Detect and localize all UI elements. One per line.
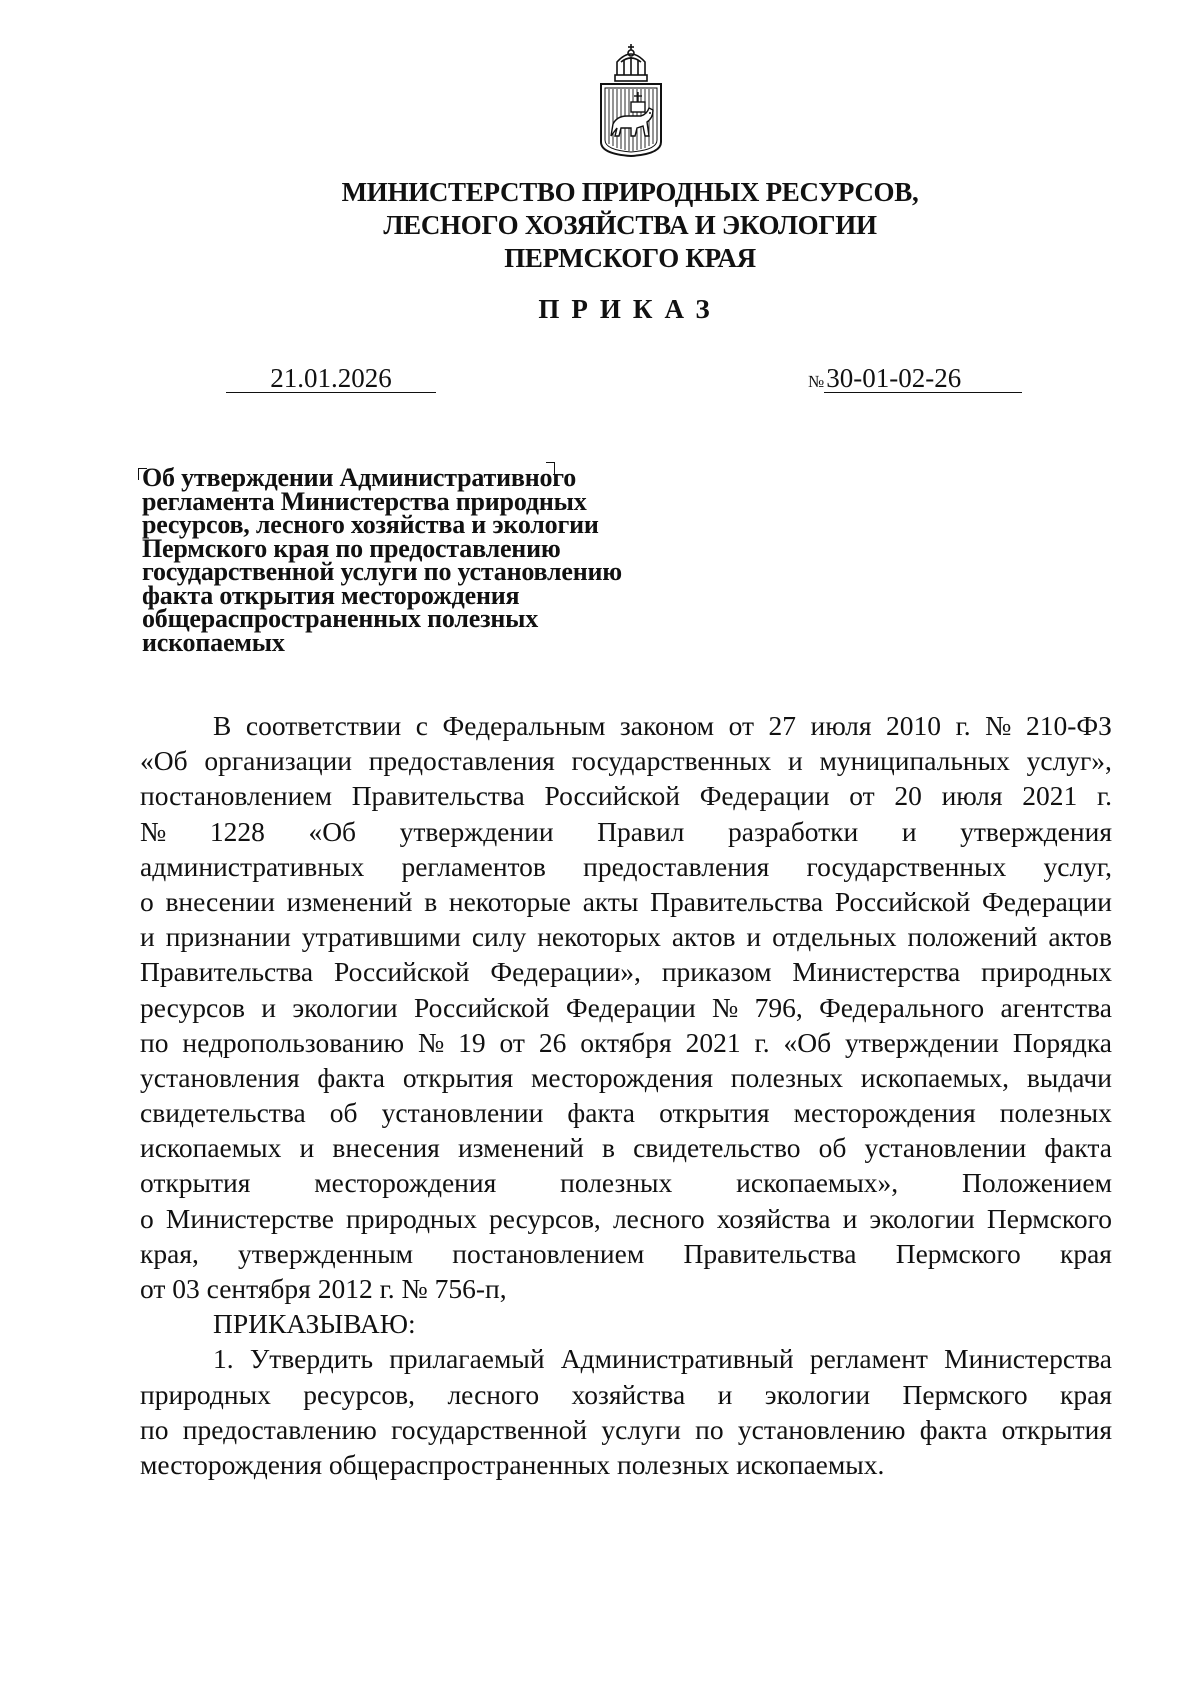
- subject-line: факта открытия месторождения: [142, 580, 520, 610]
- body-line: административных регламентов предоставления государственных услуг,: [140, 850, 1112, 882]
- number-sign: №: [808, 372, 825, 391]
- order-date: 21.01.2026: [226, 364, 436, 393]
- subject-line: Об утверждении Административного: [142, 463, 577, 492]
- order-title: ПРИКАЗ: [538, 294, 722, 324]
- order-number: 30-01-02-26: [824, 364, 1022, 393]
- body-line: и признании утратившими силу некоторых актов и отдельных положений актов: [140, 921, 1112, 953]
- body-line: открытия месторождения полезных ископаемых», Положением: [140, 1167, 1112, 1199]
- body-line: о Министерстве природных ресурсов, лесного хозяйства и экологии Пермского: [140, 1202, 1112, 1234]
- ministry-name: [250, 176, 1010, 275]
- body-line: месторождения общераспространенных полезных ископаемых.: [140, 1448, 885, 1480]
- subject-line: общераспространенных полезных: [142, 604, 538, 633]
- perm-krai-coat-of-arms-icon: [595, 40, 667, 158]
- body-line: о внесении изменений в некоторые акты Правительства Российской Федерации: [140, 885, 1112, 917]
- subject-line: регламента Министерства природных: [142, 486, 587, 516]
- body-line: В соответствии с Федеральным законом от 27 июля 2010 г. № 210-ФЗ: [213, 710, 1112, 741]
- body-line: 1. Утвердить прилагаемый Административный регламент Министерства: [213, 1343, 1112, 1375]
- subject-line: государственной услуги по установлению: [142, 557, 622, 586]
- order-subject: [142, 463, 702, 657]
- body-line: от 03 сентября 2012 г. № 756-п,: [140, 1273, 507, 1304]
- body-line: по предоставлению государственной услуги по установлению факта открытия: [140, 1413, 1112, 1445]
- order-directive: ПРИКАЗЫВАЮ:: [213, 1308, 416, 1340]
- body-line: ископаемых и внесения изменений в свидетельство об установлении факта: [140, 1132, 1112, 1164]
- body-line: «Об организации предоставления государственных и муниципальных услуг»,: [140, 745, 1112, 777]
- body-line: по недропользованию № 19 от 26 октября 2021 г. «Об утверждении Порядка: [140, 1026, 1112, 1058]
- order-body: [140, 708, 1112, 1482]
- ministry-name-line-2: ЛЕСНОГО ХОЗЯЙСТВА И ЭКОЛОГИИ: [383, 210, 877, 240]
- body-line: № 1228 «Об утверждении Правил разработки и утверждения: [140, 815, 1112, 847]
- body-line: свидетельства об установлении факта открытия месторождения полезных: [140, 1097, 1112, 1129]
- body-line: Правительства Российской Федерации», приказом Министерства природных: [140, 956, 1112, 988]
- body-line: природных ресурсов, лесного хозяйства и экологии Пермского края: [140, 1378, 1112, 1410]
- subject-line: ископаемых: [142, 627, 285, 657]
- order-number-block: [808, 364, 1038, 396]
- subject-line: ресурсов, лесного хозяйства и экологии: [142, 510, 599, 539]
- body-line: края, утвержденным постановлением Правительства Пермского края: [140, 1237, 1112, 1269]
- body-line: установления факта открытия месторождения полезных ископаемых, выдачи: [140, 1061, 1112, 1093]
- body-line: постановлением Правительства Российской Федерации от 20 июля 2021 г.: [140, 780, 1112, 812]
- ministry-name-line-3: ПЕРМСКОГО КРАЯ: [504, 243, 756, 273]
- subject-line: Пермского края по предоставлению: [142, 533, 561, 563]
- body-line: ресурсов и экологии Российской Федерации № 796, Федерального агентства: [140, 991, 1112, 1023]
- ministry-name-line-1: МИНИСТЕРСТВО ПРИРОДНЫХ РЕСУРСОВ,: [341, 177, 919, 207]
